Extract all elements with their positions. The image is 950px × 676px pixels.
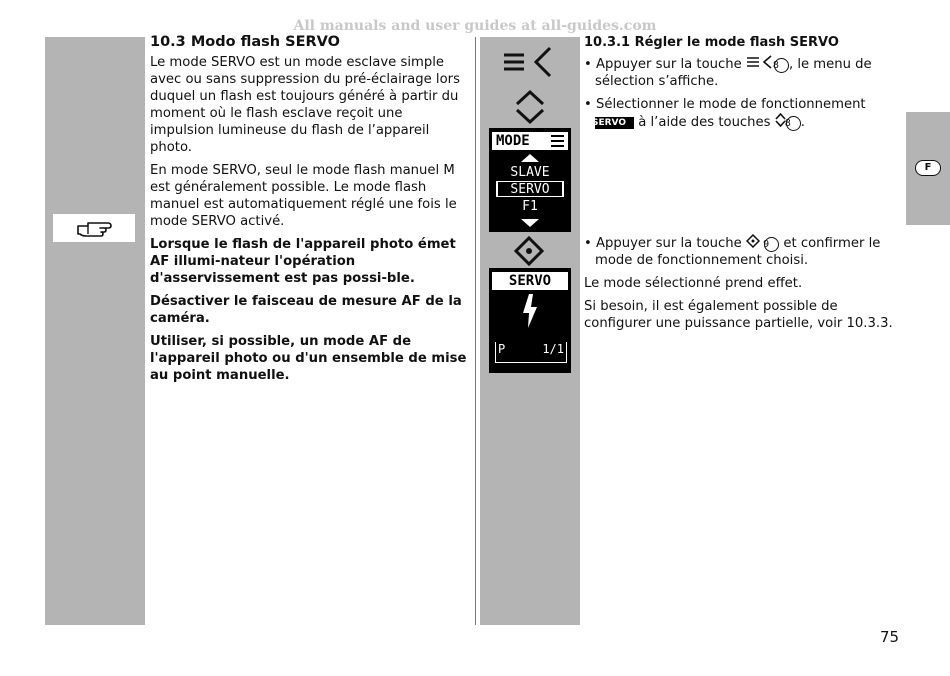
column-divider [475, 37, 476, 625]
menu-back-inline-icon [746, 55, 774, 69]
option-slave: SLAVE [510, 165, 550, 180]
mode-header: MODE [496, 133, 530, 149]
key-number-9: 9 [764, 237, 779, 252]
power-mode-row [495, 342, 567, 363]
scroll-up-icon [521, 154, 539, 162]
key-number-8: 8 [774, 58, 789, 73]
page-number: 75 [880, 628, 900, 646]
af-warning: Lorsque le flash de l'appareil photo émet AF illumi-nateur l'opération d'asservissement est pas possi-ble. [150, 237, 456, 286]
af-mode-note: Utiliser, si possible, un mode AF de l'appareil photo ou d'un ensemble de mise au point manuelle. [150, 334, 467, 383]
section-title: 10.3 Modo flash SERVO [150, 34, 340, 50]
option-servo-selected: SERVO [496, 181, 564, 197]
pointing-hand-icon [74, 218, 114, 238]
left-margin-bar [45, 37, 145, 625]
right-text-column [584, 34, 900, 338]
servo-badge: SERVO [595, 117, 634, 129]
servo-header: SERVO [492, 272, 568, 290]
step-select-mode: • Sélectionner le mode de fonctionnement SERVO à l’aide des touches 8 . [584, 97, 866, 130]
set-diamond-inline-icon [746, 234, 760, 248]
mode-effect-text: Le mode sélectionné prend effet. [584, 276, 803, 291]
watermark: All manuals and user guides at all-guides.com [293, 18, 657, 34]
note-hand-box [53, 214, 135, 242]
up-down-arrows-icon [513, 89, 547, 125]
list-icon [551, 135, 564, 147]
set-diamond-icon [514, 236, 544, 266]
af-disable-note: Désactiver le faisceau de mesure AF de la caméra. [150, 294, 462, 326]
intro-paragraph: Le mode SERVO est un mode esclave simple avec ou sans suppression du pré-éclairage lors duquel un flash est toujours généré à partir du moment où le flash esclave reçoit une impulsion lumineuse du flash de l’appareil photo. [150, 55, 460, 155]
flash-bolt-icon [522, 294, 538, 328]
menu-back-icon [502, 45, 558, 81]
scroll-down-icon [521, 219, 539, 227]
servo-status-display [489, 268, 571, 373]
subsection-title: 10.3.1 Régler le mode flash SERVO [584, 35, 839, 50]
step-open-menu: • Appuyer sur la touche 8 , le menu de sélection s’affiche. [584, 57, 872, 89]
mode-menu-display [489, 128, 571, 232]
step-confirm: • Appuyer sur la touche 9 et confirmer le mode de fonctionnement choisi. [584, 236, 881, 268]
language-badge: F [915, 160, 941, 176]
left-text-column [150, 34, 470, 390]
manual-mode-paragraph: En mode SERVO, seul le mode flash manuel M est généralement possible. Le mode flash manuel est automatiquement réglé une fois le mode SERVO activé. [150, 163, 457, 229]
power-level: 1/1 [542, 342, 564, 356]
key-number-8b: 8 [786, 116, 801, 131]
option-f1: F1 [522, 199, 538, 214]
mode-letter: P [498, 342, 506, 356]
partial-power-text: Si besoin, il est également possible de configurer une puissance partielle, voir 10.3.3. [584, 299, 893, 331]
